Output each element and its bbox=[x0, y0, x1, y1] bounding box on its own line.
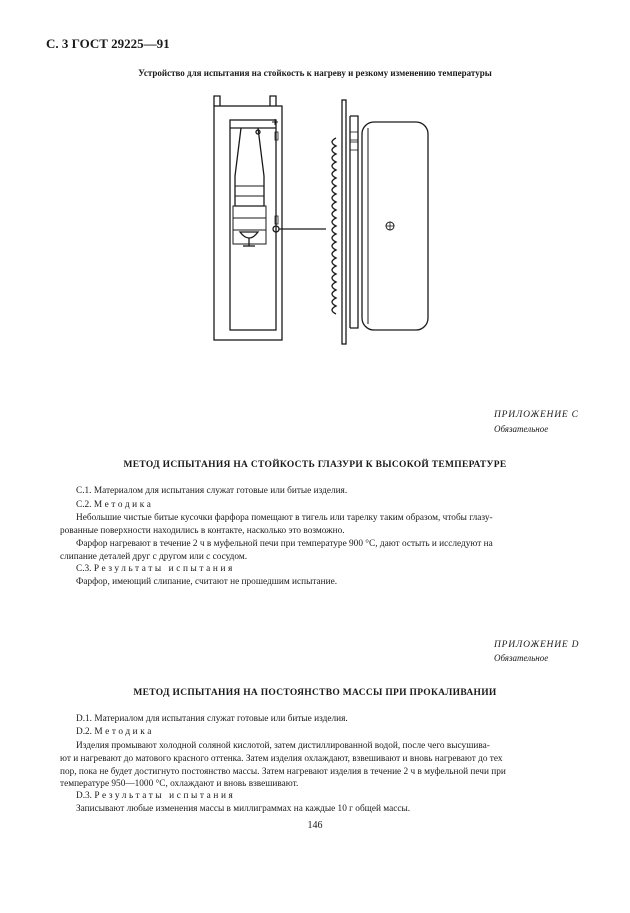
section-d3-heading bbox=[76, 790, 584, 803]
apparatus-drawing bbox=[200, 88, 460, 350]
section-d3-number: D.3. bbox=[76, 791, 93, 801]
crucible bbox=[240, 232, 258, 238]
coiled-cable bbox=[332, 138, 336, 314]
appendix-d-title: МЕТОД ИСПЫТАНИЯ НА ПОСТОЯНСТВО МАССЫ ПРИ ПРОКАЛИВАНИИ bbox=[133, 688, 497, 698]
d-para1-line3: пор, пока не будет достигнуто постоянство массы. Затем нагревают изделия в течение 2 ч в муфельной печи при bbox=[60, 767, 506, 777]
furnace-body bbox=[362, 122, 428, 330]
section-d2-title: Методика bbox=[94, 727, 154, 737]
section-d3-title: Результаты испытания bbox=[94, 791, 236, 801]
d-para2: Записывают любые изменения массы в миллиграммах на каждые 10 г общей массы. bbox=[76, 804, 411, 814]
section-c2-number: С.2. bbox=[76, 500, 92, 510]
c-para3: Фарфор, имеющий слипание, считают не прошедшим испытание. bbox=[76, 577, 338, 587]
section-d1: D.1. Материалом для испытания служат готовые или битые изделия. bbox=[76, 714, 348, 724]
section-c2-title: Методика bbox=[93, 500, 154, 510]
left-cabinet-frame bbox=[214, 106, 282, 340]
d-para1-line4: температуре 950—1000 °С, охлаждают и вновь взвешивают. bbox=[60, 779, 299, 789]
appendix-c-status: Обязательное bbox=[494, 424, 549, 434]
c-para1-line1: Небольшие чистые битые кусочки фарфора помещают в тигель или тарелку таким образом, чтобы глазу- bbox=[76, 513, 493, 523]
c-para2-line2: слипание деталей друг с другом или с сосудом. bbox=[60, 552, 248, 562]
c-para1-line2: рованные поверхности находились в контакте, насколько это возможно. bbox=[60, 526, 345, 536]
section-c2-heading bbox=[76, 499, 584, 512]
appendix-c-label: ПРИЛОЖЕНИЕ С bbox=[494, 410, 579, 420]
right-hook bbox=[270, 96, 276, 106]
page-number: 146 bbox=[307, 820, 323, 831]
appendix-d-status: Обязательное bbox=[494, 653, 549, 663]
section-c3-number: С.3. bbox=[76, 564, 92, 574]
d-para1-line1: Изделия промывают холодной соляной кислотой, затем дистиллированной водой, после чего высушива- bbox=[76, 741, 490, 751]
page-header: С. 3 ГОСТ 29225—91 bbox=[46, 36, 170, 51]
section-c3-heading bbox=[76, 563, 584, 576]
figure-caption: Устройство для испытания на стойкость к нагреву и резкому изменению температуры bbox=[138, 68, 492, 78]
section-d2-heading bbox=[76, 726, 584, 739]
d-para1-line2: ют и нагревают до матового красного оттенка. Затем изделия охлаждают, взвешивают и вновь нагревают до тех bbox=[60, 754, 503, 764]
appendix-d-label: ПРИЛОЖЕНИЕ D bbox=[494, 640, 580, 650]
appendix-c-title: МЕТОД ИСПЫТАНИЯ НА СТОЙКОСТЬ ГЛАЗУРИ К ВЫСОКОЙ ТЕМПЕРАТУРЕ bbox=[123, 460, 507, 470]
stand-pole bbox=[342, 100, 346, 344]
sample-holder bbox=[235, 128, 264, 206]
left-hook bbox=[214, 96, 220, 106]
section-d2-number: D.2. bbox=[76, 727, 93, 737]
section-c1: С.1. Материалом для испытания служат готовые или битые изделия. bbox=[76, 486, 348, 496]
section-c3-title: Результаты испытания bbox=[93, 564, 235, 574]
inner-chamber bbox=[230, 120, 276, 330]
c-para2-line1: Фарфор нагревают в течение 2 ч в муфельной печи при температуре 900 °С, дают остыть и исследуют на bbox=[76, 539, 493, 549]
